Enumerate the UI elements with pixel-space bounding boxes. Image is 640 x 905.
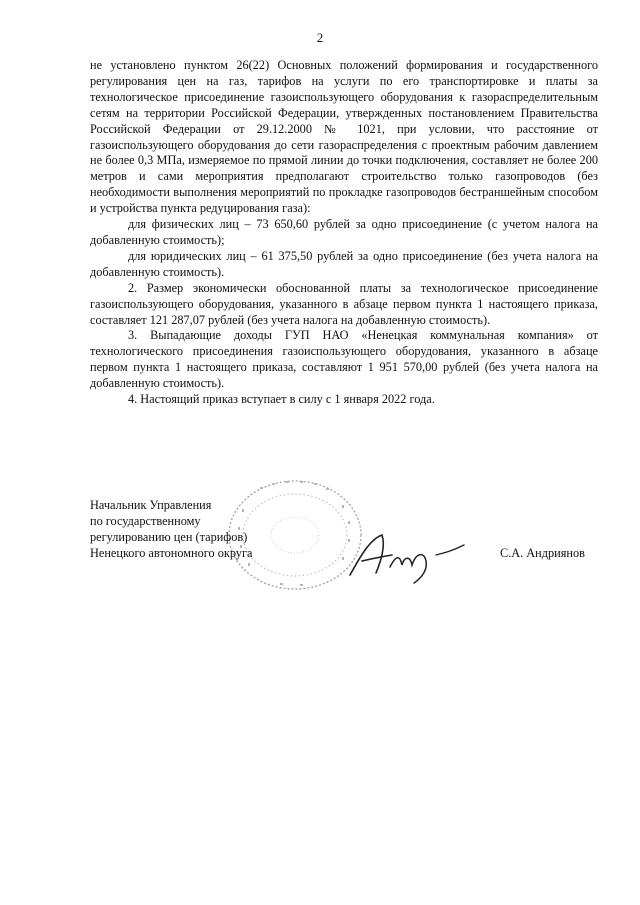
handwritten-signature [340,527,470,587]
position-line: Начальник Управления [90,498,212,512]
document-body [90,58,598,408]
signer-name: С.А. Андриянов [500,546,585,560]
paragraph: не установлено пунктом 26(22) Основных положений формирования и государственного регулирования цен на газ, тарифов на услуги по его транспортировке и платы за технологическое присоединение газоиспользующего оборудования к газораспределительным сетям на территории Российской Федерации, утвержденных постановлением Правительства Российской Федерации от 29.12.2000 № 1021, при условии, что расстояние от газоиспользующего оборудования до сети газораспределения с проектным рабочим давлением не более 0,3 МПа, измеряемое по прямой линии до точки подключения, составляет не более 200 метров и сами мероприятия предполагают строительство только газопроводов (без необходимости выполнения мероприятий по прокладке газопроводов бестраншейным способом и устройства пункта редуцирования газа): [90,58,598,216]
position-line: регулированию цен (тарифов) [90,530,248,544]
signature-block [90,497,610,607]
paragraph: 2. Размер экономически обоснованной платы за технологическое присоединение газоиспользующего оборудования, указанного в абзаце первом пункта 1 настоящего приказа, составляет 121 287,07 рублей (без учета налога на добавленную стоимость). [90,280,598,327]
page-number: 2 [316,30,324,45]
position-line: Ненецкого автономного округа [90,546,253,560]
paragraph: для физических лиц – 73 650,60 рублей за одно присоединение (с учетом налога на добавленную стоимость); [90,217,598,247]
paragraph: для юридических лиц – 61 375,50 рублей за одно присоединение (без учета налога на добавленную стоимость). [90,248,598,279]
paragraph: 3. Выпадающие доходы ГУП НАО «Ненецкая коммунальная компания» от технологического присоединения газоиспользующего оборудования, указанного в абзаце первом пункта 1 настоящего приказа, составляют 1 951 570,00 рублей (без учета налога на добавленную стоимость). [90,328,598,391]
paragraph: 4. Настоящий приказ вступает в силу с 1 января 2022 года. [128,392,435,407]
signer-position [90,497,310,561]
position-line: по государственному [90,514,201,528]
